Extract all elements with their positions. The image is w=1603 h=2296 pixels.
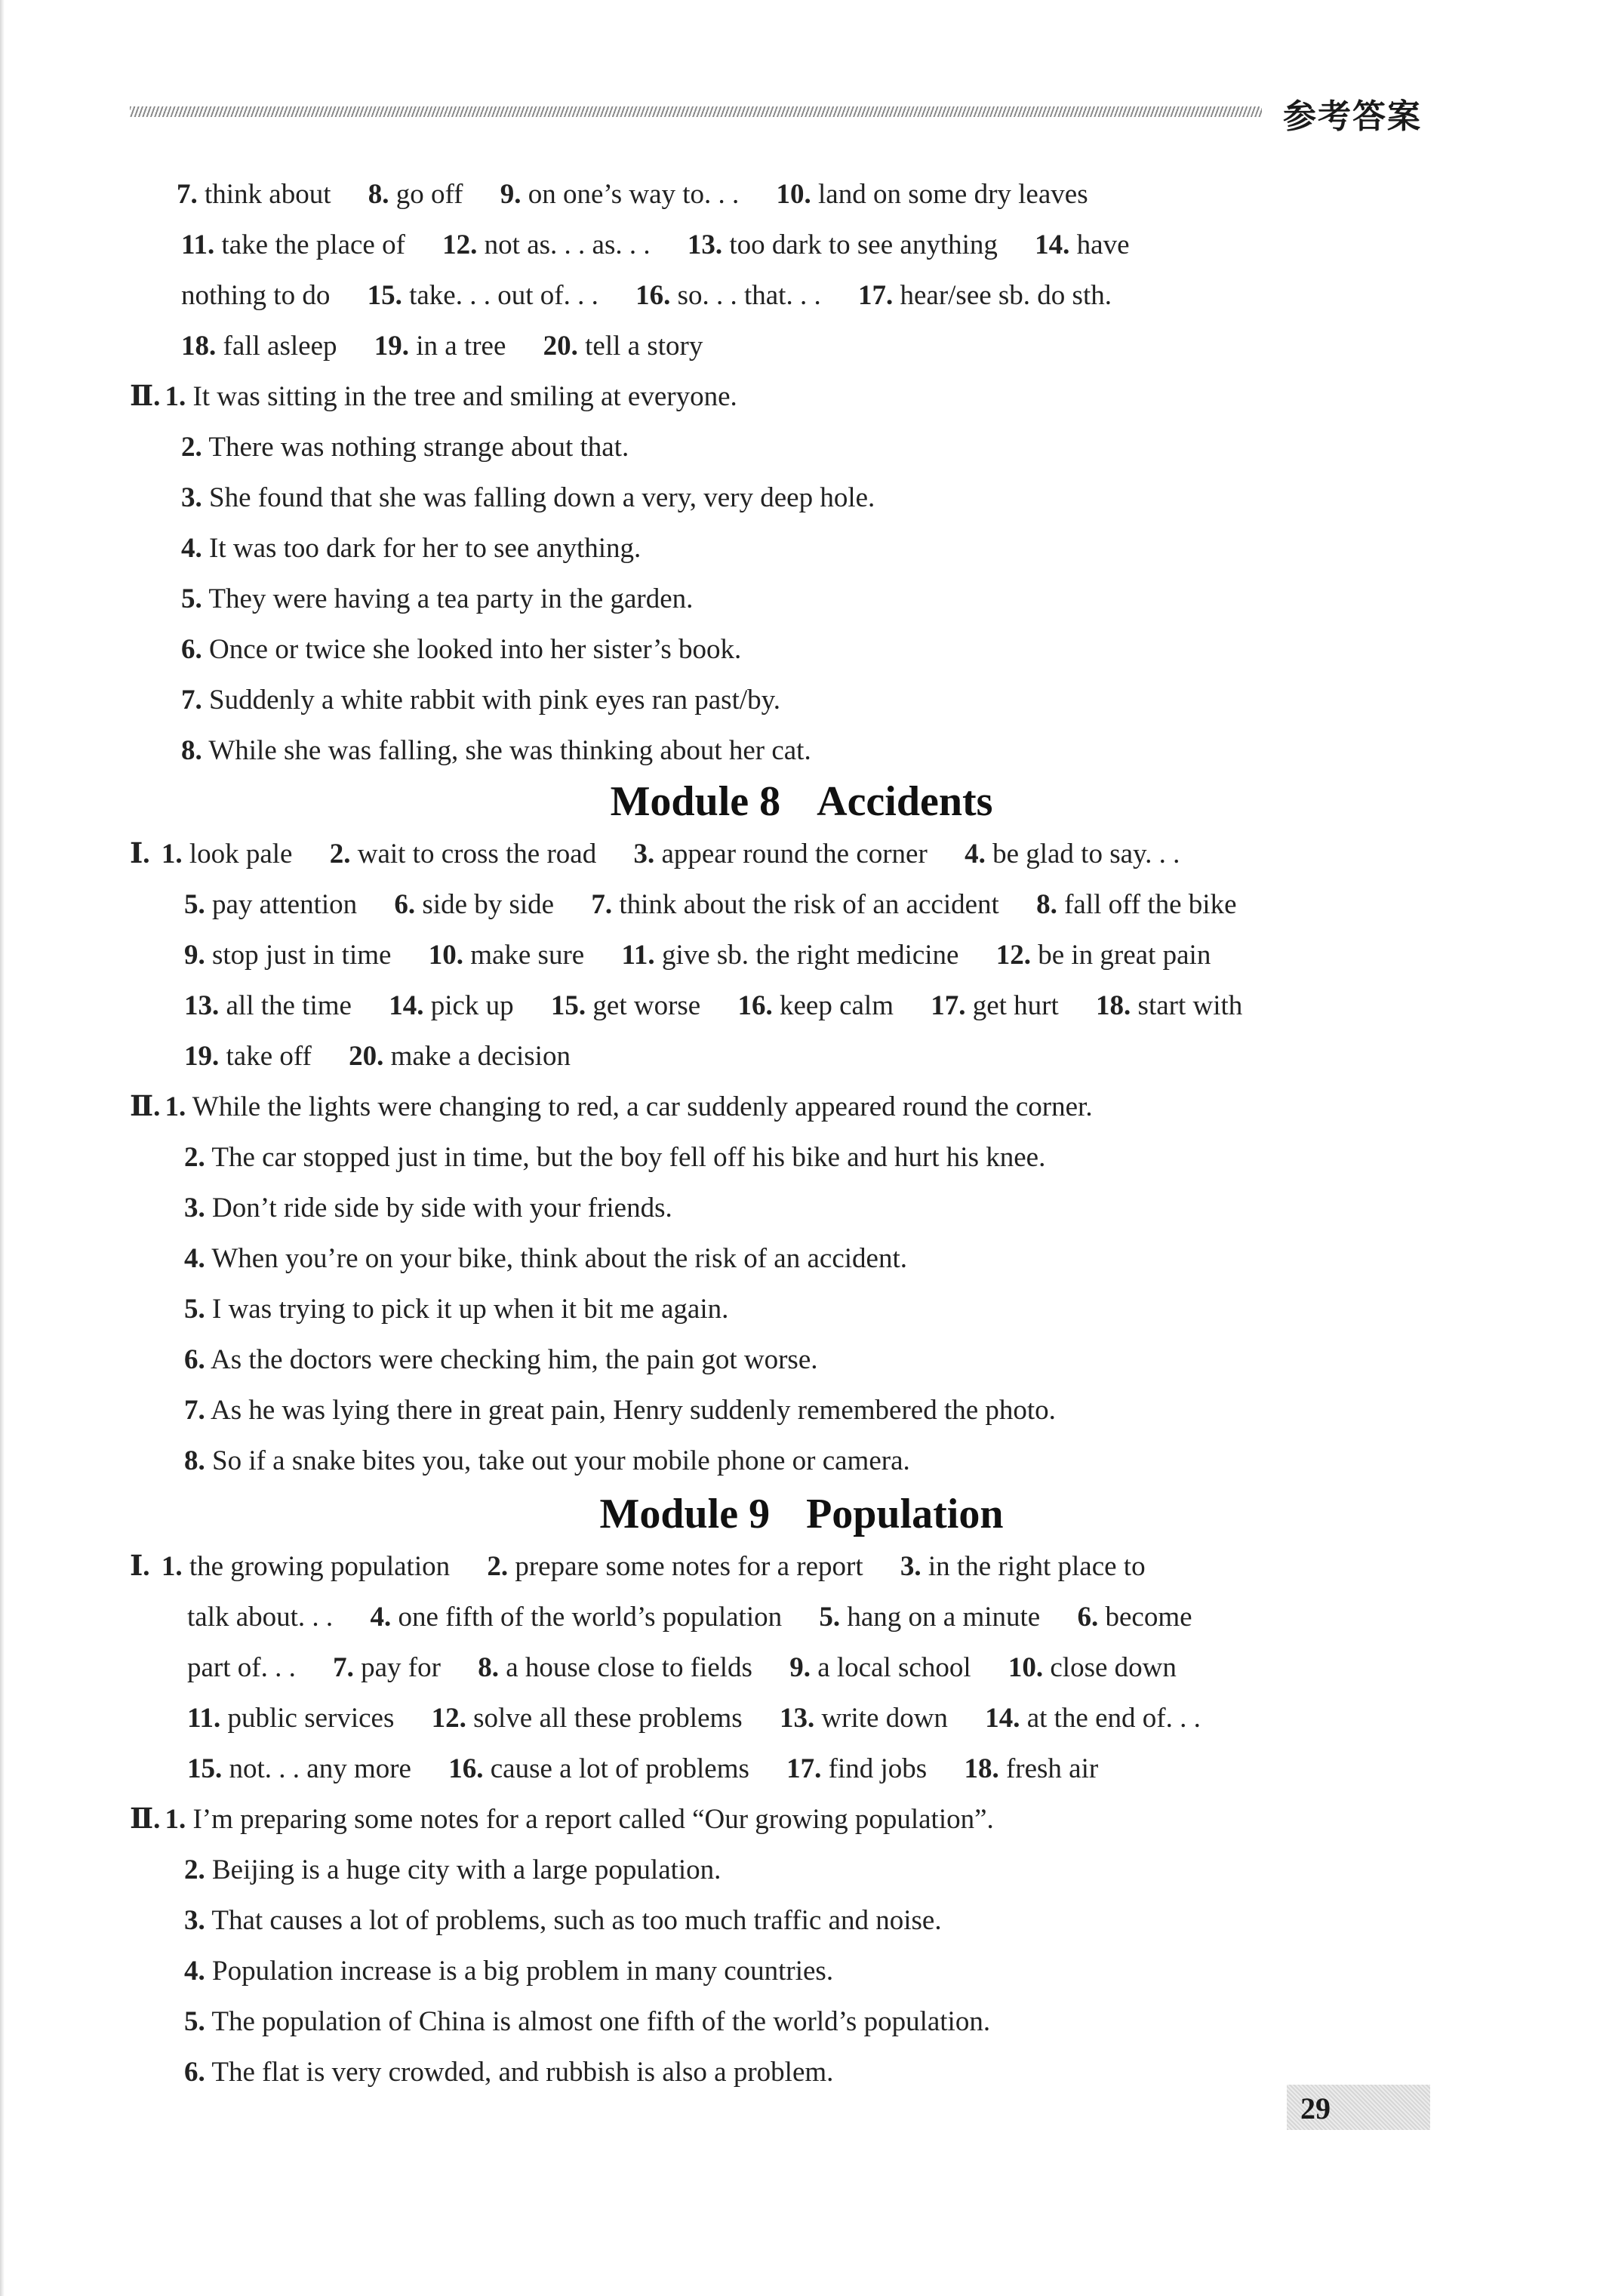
phrase-line: 11. take the place of 12. not as. . . as. . . 13. too dark to see anything 14. have (181, 229, 1130, 260)
phrase-line: 11. public services 12. solve all these problems 13. write down 14. at the end of. . . (187, 1703, 1201, 1734)
sentence: 4. It was too dark for her to see anything. (181, 533, 642, 564)
phrase-line: 18. fall asleep 19. in a tree 20. tell a story (181, 331, 703, 362)
phrase-line: Ⅰ. 1. look pale 2. wait to cross the road 3. appear round the corner 4. be glad to say. . . (130, 839, 1180, 869)
sentence: 5. I was trying to pick it up when it bit me again. (184, 1294, 729, 1325)
phrase-line: talk about. . . 4. one fifth of the world’s population 5. hang on a minute 6. become (187, 1602, 1192, 1633)
header-title: 参考答案 (1283, 97, 1422, 136)
module-9-heading: Module 9 Population (599, 1491, 1004, 1537)
sentence: 4. Population increase is a big problem in many countries. (184, 1956, 834, 1987)
module-8-heading: Module 8 Accidents (610, 778, 993, 825)
sentence: 8. While she was falling, she was thinking about her cat. (181, 735, 811, 766)
sentence: Ⅱ. 1. I’m preparing some notes for a report called “Our growing population”. (130, 1804, 994, 1835)
page-edge-shadow (0, 0, 5, 2296)
phrase-line: 5. pay attention 6. side by side 7. think about the risk of an accident 8. fall off the bike (184, 889, 1237, 920)
sentence: 5. The population of China is almost one fifth of the world’s population. (184, 2006, 991, 2037)
phrase-line: 15. not. . . any more 16. cause a lot of problems 17. find jobs 18. fresh air (187, 1753, 1099, 1784)
phrase-line: nothing to do 15. take. . . out of. . . 16. so. . . that. . . 17. hear/see sb. do sth. (181, 280, 1112, 311)
sentence: 2. The car stopped just in time, but the boy fell off his bike and hurt his knee. (184, 1142, 1046, 1173)
sentence: 5. They were having a tea party in the garden. (181, 583, 694, 614)
phrase-line: 13. all the time 14. pick up 15. get worse 16. keep calm 17. get hurt 18. start with (184, 990, 1243, 1021)
sentence: 6. As the doctors were checking him, the pain got worse. (184, 1344, 818, 1375)
sentence: Ⅱ. 1. It was sitting in the tree and smiling at everyone. (130, 381, 737, 412)
header-rule (130, 106, 1262, 117)
phrase-line: 9. stop just in time 10. make sure 11. give sb. the right medicine 12. be in great pain (184, 940, 1211, 971)
sentence: 8. So if a snake bites you, take out your mobile phone or camera. (184, 1445, 910, 1476)
sentence: 2. There was nothing strange about that. (181, 432, 629, 463)
sentence: 7. As he was lying there in great pain, Henry suddenly remembered the photo. (184, 1395, 1056, 1426)
sentence: 6. Once or twice she looked into her sister’s book. (181, 634, 742, 665)
page-number: 29 (1300, 2091, 1331, 2125)
sentence: 2. Beijing is a huge city with a large population. (184, 1854, 722, 1885)
sentence: 3. Don’t ride side by side with your friends. (184, 1193, 672, 1223)
phrase-line: Ⅰ. 1. the growing population 2. prepare some notes for a report 3. in the right place to (130, 1551, 1146, 1582)
sentence: 7. Suddenly a white rabbit with pink eyes ran past/by. (181, 685, 780, 716)
phrase-line: 7. think about 8. go off 9. on one’s way to. . . 10. land on some dry leaves (177, 179, 1088, 210)
sentence: 3. She found that she was falling down a very, very deep hole. (181, 482, 875, 513)
phrase-line: part of. . . 7. pay for 8. a house close to fields 9. a local school 10. close down (187, 1652, 1177, 1683)
sentence: 6. The flat is very crowded, and rubbish is also a problem. (184, 2057, 834, 2088)
page-number-box (1287, 2085, 1430, 2130)
sentence: 4. When you’re on your bike, think about the risk of an accident. (184, 1243, 907, 1274)
sentence: 3. That causes a lot of problems, such as too much traffic and noise. (184, 1905, 942, 1936)
phrase-line: 19. take off 20. make a decision (184, 1041, 571, 1072)
sentence: Ⅱ. 1. While the lights were changing to red, a car suddenly appeared round the corner. (130, 1091, 1093, 1122)
